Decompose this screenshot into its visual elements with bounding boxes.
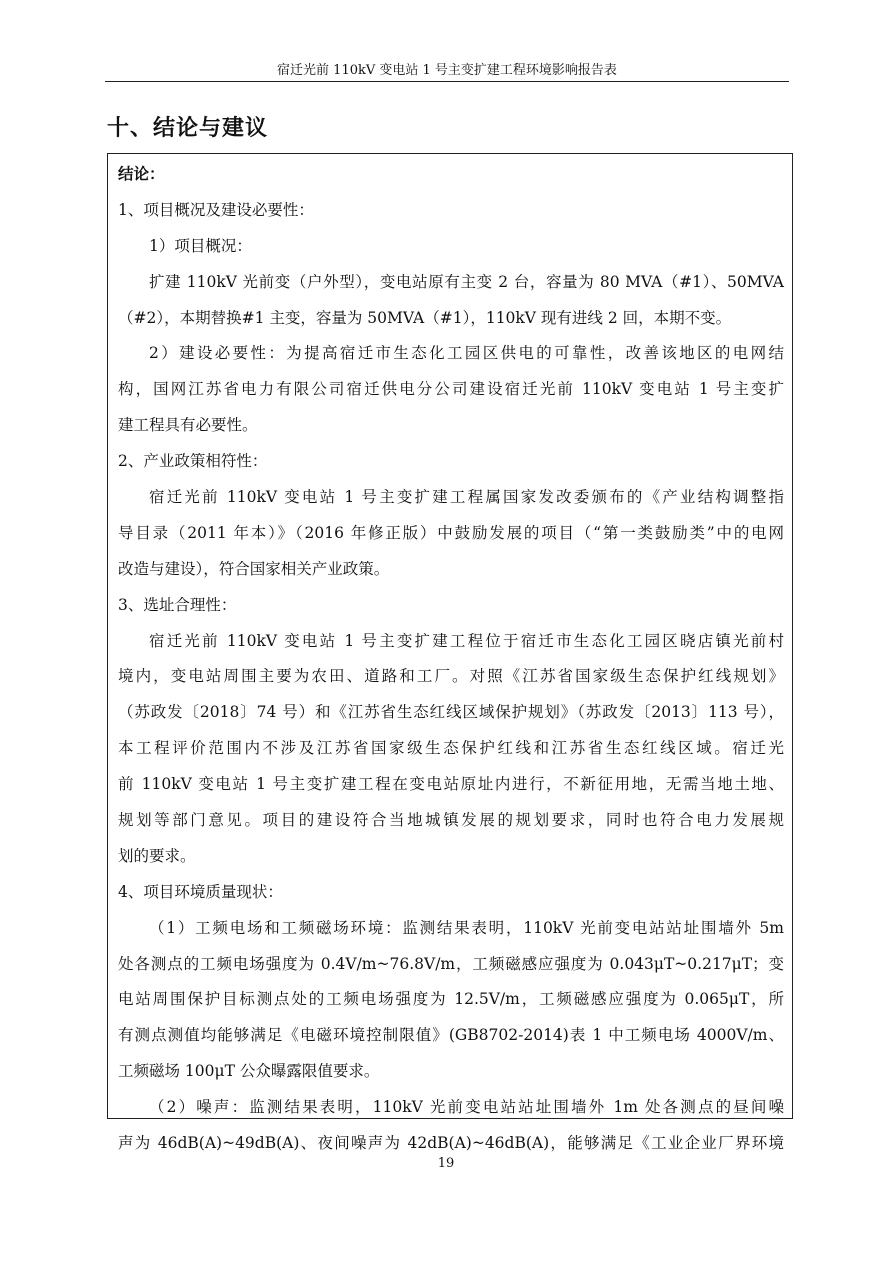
paragraph-line: 划的要求。 [118, 846, 196, 865]
paragraph-line: 境内，变电站周围主要为农田、道路和工厂。对照《江苏省国家级生态保护红线规划》 [118, 667, 784, 686]
paragraph-line: 改造与建设），符合国家相关产业政策。 [118, 559, 390, 578]
paragraph-line: 本工程评价范围内不涉及江苏省国家级生态保护红线和江苏省生态红线区域。宿迁光 [118, 739, 784, 758]
paragraph-line: 导目录（2011 年本）》（2016 年修正版）中鼓励发展的项目（“第一类鼓励类”中的电网 [118, 523, 784, 542]
paragraph-line: （#2），本期替换#1 主变，容量为 50MVA（#1），110kV 现有进线 2 回，本期不变。 [118, 308, 732, 327]
paragraph-line: 建工程具有必要性。 [118, 416, 258, 435]
subheading-overview: 1）项目概况： [149, 236, 252, 255]
paragraph-line: 构，国网江苏省电力有限公司宿迁供电分公司建设宿迁光前 110kV 变电站 1 号主变扩 [118, 380, 784, 399]
paragraph-line: 电站周围保护目标测点处的工频电场强度为 12.5V/m，工频磁感应强度为 0.065μT，所 [118, 990, 784, 1009]
paragraph-line: 宿迁光前 110kV 变电站 1 号主变扩建工程属国家发改委颁布的《产业结构调整指 [149, 488, 784, 507]
header-rule [105, 81, 789, 82]
paragraph-line: 声为 46dB(A)~49dB(A)、夜间噪声为 42dB(A)~46dB(A)，能够满足《工业企业厂界环境 [118, 1134, 784, 1153]
section-title: 十、结论与建议 [107, 116, 269, 141]
paragraph-line: 处各测点的工频电场强度为 0.4V/m~76.8V/m，工频磁感应强度为 0.043μT~0.217μT；变 [118, 954, 784, 973]
conclusion-label: 结论： [118, 165, 165, 183]
heading-3: 3、选址合理性： [118, 595, 237, 614]
paragraph-line: 前 110kV 变电站 1 号主变扩建工程在变电站原址内进行，不新征用地，无需当地土地、 [118, 775, 784, 794]
conclusion-content [118, 157, 784, 1162]
paragraph-line: 有测点测值均能够满足《电磁环境控制限值》(GB8702-2014)表 1 中工频电场 4000V/m、 [118, 1026, 784, 1045]
paragraph-line: 扩建 110kV 光前变（户外型），变电站原有主变 2 台，容量为 80 MVA（#1）、50MVA [149, 272, 784, 291]
running-header: 宿迁光前 110kV 变电站 1 号主变扩建工程环境影响报告表 [277, 63, 617, 78]
paragraph-line: 宿迁光前 110kV 变电站 1 号主变扩建工程位于宿迁市生态化工园区晓店镇光前村 [149, 631, 784, 650]
paragraph-line: （2）噪声：监测结果表明，110kV 光前变电站站址围墙外 1m 处各测点的昼间噪 [149, 1098, 784, 1117]
paragraph-line: （苏政发〔2018〕74 号）和《江苏省生态红线区域保护规划》（苏政发〔2013〕113 号）， [118, 703, 784, 722]
heading-2: 2、产业政策相符性： [118, 452, 268, 471]
paragraph-line: （1）工频电场和工频磁场环境：监测结果表明，110kV 光前变电站站址围墙外 5m [149, 918, 784, 937]
paragraph-line: 工频磁场 100μT 公众曝露限值要求。 [118, 1062, 380, 1081]
heading-1: 1、项目概况及建设必要性： [118, 200, 314, 219]
paragraph-line: 2）建设必要性：为提高宿迁市生态化工园区供电的可靠性，改善该地区的电网结 [149, 344, 784, 363]
heading-4: 4、项目环境质量现状： [118, 882, 283, 901]
conclusion-box [107, 153, 793, 1153]
page-number: 19 [437, 1156, 455, 1171]
paragraph-line: 规划等部门意见。项目的建设符合当地城镇发展的规划要求，同时也符合电力发展规 [118, 811, 784, 830]
